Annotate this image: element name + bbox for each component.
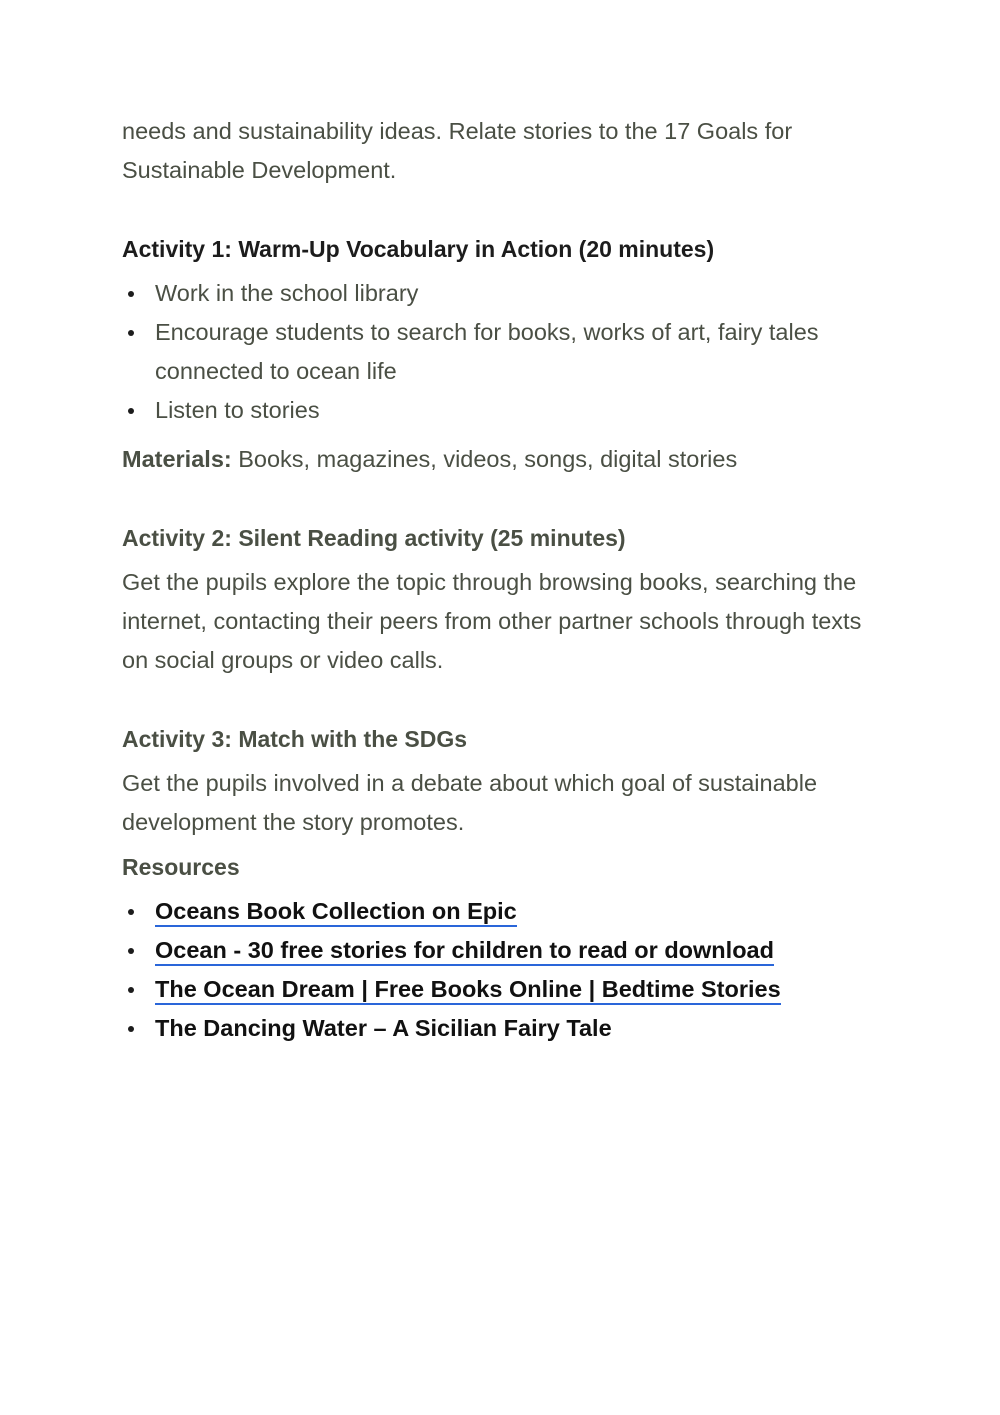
materials-label: Materials:	[122, 446, 232, 472]
materials-text: Books, magazines, videos, songs, digital stories	[231, 446, 738, 472]
resources-list	[122, 892, 892, 1048]
resource-item	[122, 970, 892, 1009]
resource-link-ocean-dream[interactable]: The Ocean Dream | Free Books Online | Bedtime Stories	[155, 976, 781, 1005]
resource-item	[122, 1009, 892, 1048]
activity3-heading: Activity 3: Match with the SDGs	[122, 726, 468, 752]
resources-heading: Resources	[122, 854, 240, 880]
document-page	[122, 112, 892, 1048]
list-item: Listen to stories	[122, 391, 892, 430]
activity3-paragraph: Get the pupils involved in a debate about which goal of sustainable development the story promotes.	[122, 770, 818, 835]
activity1-list	[122, 274, 892, 430]
resource-item	[122, 892, 892, 931]
activity2-paragraph: Get the pupils explore the topic through browsing books, searching the internet, contacting their peers from other partner schools through texts on social groups or video calls.	[122, 569, 862, 673]
resource-link-epic[interactable]: Oceans Book Collection on Epic	[155, 898, 517, 927]
resource-link-free-stories[interactable]: Ocean - 30 free stories for children to read or download	[155, 937, 774, 966]
activity1-heading: Activity 1: Warm-Up Vocabulary in Action (20 minutes)	[122, 236, 715, 262]
intro-paragraph: needs and sustainability ideas. Relate stories to the 17 Goals for Sustainable Development.	[122, 118, 793, 183]
resource-dancing-water: The Dancing Water – A Sicilian Fairy Tale	[155, 1015, 612, 1041]
materials-line	[122, 440, 892, 479]
list-item: Encourage students to search for books, works of art, fairy tales connected to ocean life	[122, 313, 892, 391]
activity2-heading: Activity 2: Silent Reading activity (25 minutes)	[122, 525, 626, 551]
resource-item	[122, 931, 892, 970]
list-item: Work in the school library	[122, 274, 892, 313]
